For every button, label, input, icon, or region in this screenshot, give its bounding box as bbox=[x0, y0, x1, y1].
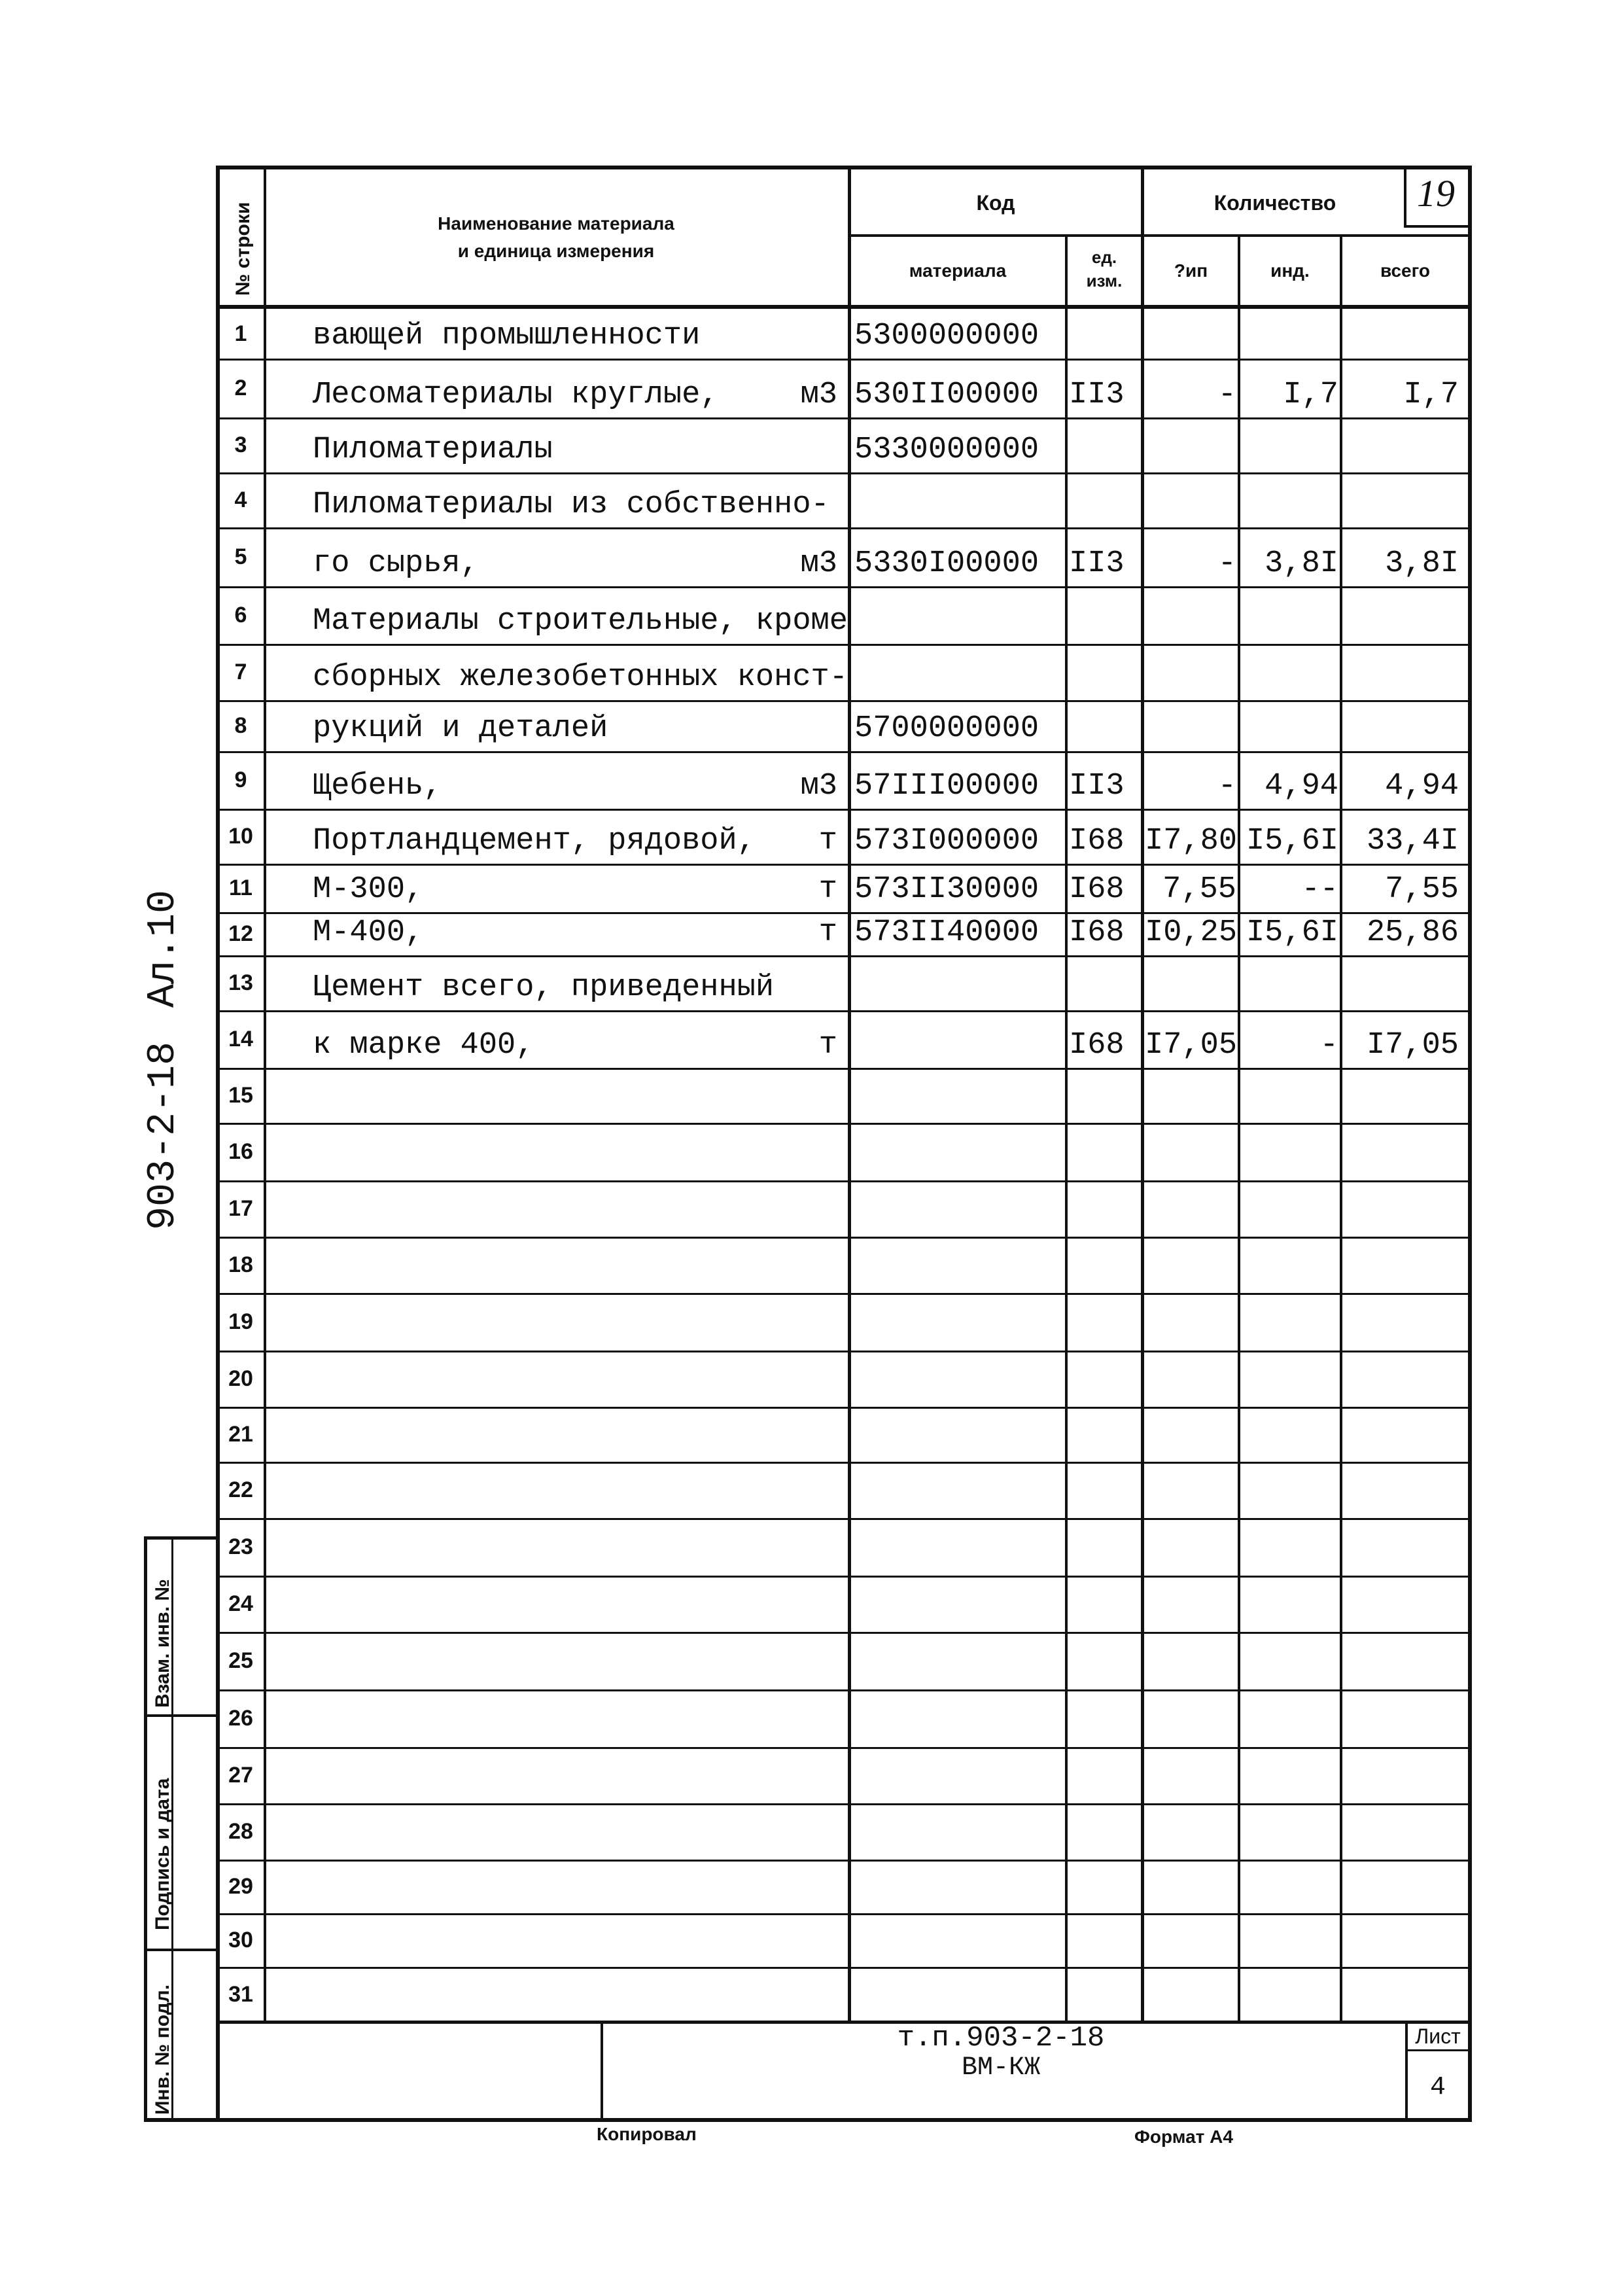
table-cell-ucode: II3 bbox=[1069, 546, 1125, 581]
table-cell-ind: I5,6I bbox=[1246, 915, 1338, 950]
table-cell-unit: м3 bbox=[800, 378, 837, 412]
table-cell-typ: I0,25 bbox=[1145, 915, 1238, 950]
row-number: 30 bbox=[228, 1928, 253, 1952]
row-number: 4 bbox=[234, 487, 247, 512]
table-cell-name: Лесоматериалы круглые, bbox=[313, 378, 719, 412]
row-number: 14 bbox=[228, 1027, 253, 1051]
table-cell-unit: т bbox=[818, 824, 837, 858]
row-separator bbox=[218, 1967, 1470, 1969]
table-cell-name: Материалы строительные, кроме bbox=[313, 604, 848, 639]
table-cell-unit: т bbox=[818, 872, 837, 907]
row-number: 7 bbox=[234, 660, 247, 684]
row-number: 29 bbox=[228, 1874, 253, 1899]
row-number: 2 bbox=[234, 376, 247, 400]
row-separator bbox=[218, 586, 1470, 588]
row-separator bbox=[218, 700, 1470, 702]
side-document-reference: 903-2-18 bbox=[141, 1041, 186, 1230]
row-number: 22 bbox=[228, 1477, 253, 1502]
row-separator bbox=[218, 1689, 1470, 1691]
table-cell-ind: I5,6I bbox=[1246, 824, 1338, 858]
row-separator bbox=[218, 1913, 1470, 1915]
stamp-signature-date: Подпись и дата bbox=[152, 1778, 173, 1930]
table-cell-ind: -- bbox=[1301, 872, 1338, 907]
table-cell-name: го сырья, bbox=[313, 546, 479, 581]
table-cell-ucode: I68 bbox=[1069, 824, 1125, 858]
row-number: 11 bbox=[229, 875, 253, 900]
code-group-header: Код bbox=[976, 191, 1015, 215]
table-cell-name: Цемент всего, приведенный bbox=[313, 970, 775, 1005]
table-cell-code: 573I000000 bbox=[854, 824, 1039, 858]
row-number: 24 bbox=[228, 1591, 253, 1616]
name-header-line2: и единица измерения bbox=[457, 241, 655, 261]
quantity-group-header: Количество bbox=[1213, 191, 1336, 215]
table-cell-ucode: I68 bbox=[1069, 872, 1125, 907]
footer-format: Формат А4 bbox=[1134, 2127, 1233, 2147]
row-number: 3 bbox=[234, 433, 247, 457]
row-separator bbox=[218, 1351, 1470, 1352]
row-separator bbox=[218, 644, 1470, 646]
row-separator bbox=[218, 417, 1470, 419]
table-cell-code: 573II30000 bbox=[854, 872, 1039, 907]
table-cell-ind: 3,8I bbox=[1265, 546, 1338, 581]
stamp-inventory-replaced: Взам. инв. № bbox=[152, 1579, 173, 1708]
row-number: 26 bbox=[228, 1706, 253, 1731]
row-number: 17 bbox=[228, 1196, 253, 1221]
table-cell-typ: - bbox=[1217, 769, 1236, 804]
table-cell-total: 33,4I bbox=[1366, 824, 1459, 858]
row-separator bbox=[218, 1237, 1470, 1239]
code-material-header: материала bbox=[909, 260, 1007, 281]
row-separator bbox=[218, 751, 1470, 753]
row-number: 13 bbox=[228, 970, 253, 995]
row-separator bbox=[218, 1518, 1470, 1520]
row-separator bbox=[218, 1293, 1470, 1295]
sheet-number: 4 bbox=[1429, 2073, 1446, 2102]
quantity-total-header: всего bbox=[1380, 260, 1431, 281]
row-separator bbox=[218, 1010, 1470, 1012]
row-number: 8 bbox=[234, 713, 247, 738]
row-number: 1 bbox=[234, 321, 247, 346]
stamp-inventory-original: Инв. № подл. bbox=[152, 1984, 173, 2115]
row-separator bbox=[218, 1180, 1470, 1182]
row-number: 16 bbox=[228, 1139, 253, 1164]
table-cell-unit: м3 bbox=[800, 546, 837, 581]
table-cell-code: 5300000000 bbox=[854, 319, 1039, 353]
row-separator bbox=[218, 472, 1470, 474]
row-separator bbox=[218, 864, 1470, 866]
side-album-number: Ал.10 bbox=[141, 889, 186, 1008]
row-separator bbox=[218, 1632, 1470, 1634]
table-cell-ind: - bbox=[1319, 1028, 1338, 1063]
name-header-line1: Наименование материала bbox=[438, 213, 674, 234]
row-separator bbox=[218, 809, 1470, 811]
unit-header-line1: ед. bbox=[1091, 247, 1117, 267]
table-cell-code: 57III00000 bbox=[854, 769, 1039, 804]
table-cell-name: М-400, bbox=[313, 915, 424, 950]
table-cell-total: 7,55 bbox=[1385, 872, 1459, 907]
table-cell-total: I7,05 bbox=[1366, 1028, 1459, 1063]
table-cell-name: Пиломатериалы bbox=[313, 433, 553, 467]
table-cell-unit: м3 bbox=[800, 769, 837, 804]
row-number: 10 bbox=[228, 824, 253, 849]
table-cell-code: 573II40000 bbox=[854, 915, 1039, 950]
row-separator bbox=[218, 955, 1470, 957]
row-number: 15 bbox=[228, 1083, 253, 1108]
table-cell-typ: - bbox=[1217, 546, 1236, 581]
quantity-type-header: ?ип bbox=[1174, 260, 1208, 281]
row-number: 28 bbox=[228, 1819, 253, 1844]
row-number: 23 bbox=[228, 1534, 253, 1559]
table-cell-name: Пиломатериалы из собственно- bbox=[313, 487, 829, 522]
row-separator bbox=[218, 1123, 1470, 1125]
row-number: 25 bbox=[228, 1648, 253, 1673]
table-cell-total: I,7 bbox=[1403, 378, 1459, 412]
row-separator bbox=[218, 1747, 1470, 1749]
table-cell-typ: I7,05 bbox=[1145, 1028, 1238, 1063]
table-cell-total: 3,8I bbox=[1385, 546, 1459, 581]
quantity-ind-header: инд. bbox=[1270, 260, 1310, 281]
table-cell-code: 5330000000 bbox=[854, 433, 1039, 467]
row-number: 9 bbox=[234, 768, 247, 792]
row-separator bbox=[218, 1407, 1470, 1409]
footer-copied: Копировал bbox=[597, 2124, 697, 2144]
table-cell-name: сборных железобетонных конст- bbox=[313, 660, 848, 695]
row-number: 31 bbox=[228, 1982, 253, 2007]
row-number: 18 bbox=[228, 1252, 253, 1277]
row-separator bbox=[218, 1860, 1470, 1862]
row-number: 20 bbox=[228, 1366, 253, 1391]
row-number: 21 bbox=[228, 1422, 253, 1447]
table-cell-name: вающей промышленности bbox=[313, 319, 701, 353]
table-cell-unit: т bbox=[818, 915, 837, 950]
row-number: 19 bbox=[228, 1309, 253, 1334]
row-separator bbox=[218, 1576, 1470, 1578]
title-doc-line2: ВМ-КЖ bbox=[961, 2053, 1041, 2083]
table-cell-ucode: I68 bbox=[1069, 1028, 1125, 1063]
row-number: 6 bbox=[234, 603, 247, 627]
table-cell-total: 4,94 bbox=[1385, 769, 1459, 804]
row-number: 5 bbox=[234, 544, 247, 569]
table-cell-name: рукций и деталей bbox=[313, 711, 608, 746]
row-number-header: № строки bbox=[232, 202, 254, 296]
table-cell-code: 5700000000 bbox=[854, 711, 1039, 746]
table-cell-typ: 7,55 bbox=[1162, 872, 1236, 907]
table-cell-ucode: II3 bbox=[1069, 378, 1125, 412]
table-cell-typ: I7,80 bbox=[1145, 824, 1238, 858]
row-separator bbox=[218, 1462, 1470, 1464]
table-cell-name: к марке 400, bbox=[313, 1028, 534, 1063]
table-cell-name: Портландцемент, рядовой, bbox=[313, 824, 756, 858]
page-number: 19 bbox=[1417, 172, 1455, 215]
table-cell-total: 25,86 bbox=[1366, 915, 1459, 950]
table-cell-ucode: I68 bbox=[1069, 915, 1125, 950]
row-separator bbox=[218, 1803, 1470, 1805]
table-cell-code: 5330I00000 bbox=[854, 546, 1039, 581]
table-cell-code: 530II00000 bbox=[854, 378, 1039, 412]
title-doc-line1: т.п.903-2-18 bbox=[897, 2022, 1105, 2055]
sheet-label: Лист bbox=[1415, 2024, 1461, 2048]
table-cell-ind: I,7 bbox=[1283, 378, 1338, 412]
table-cell-unit: т bbox=[818, 1028, 837, 1063]
row-separator bbox=[218, 359, 1470, 361]
row-number: 27 bbox=[228, 1763, 253, 1788]
table-cell-ucode: II3 bbox=[1069, 769, 1125, 804]
row-separator bbox=[218, 527, 1470, 529]
table-cell-name: Щебень, bbox=[313, 769, 442, 804]
row-number: 12 bbox=[228, 921, 253, 946]
row-separator bbox=[218, 912, 1470, 914]
table-cell-typ: - bbox=[1217, 378, 1236, 412]
unit-header-line2: изм. bbox=[1086, 271, 1123, 291]
row-separator bbox=[218, 1068, 1470, 1070]
table-cell-ind: 4,94 bbox=[1265, 769, 1338, 804]
table-cell-name: М-300, bbox=[313, 872, 424, 907]
